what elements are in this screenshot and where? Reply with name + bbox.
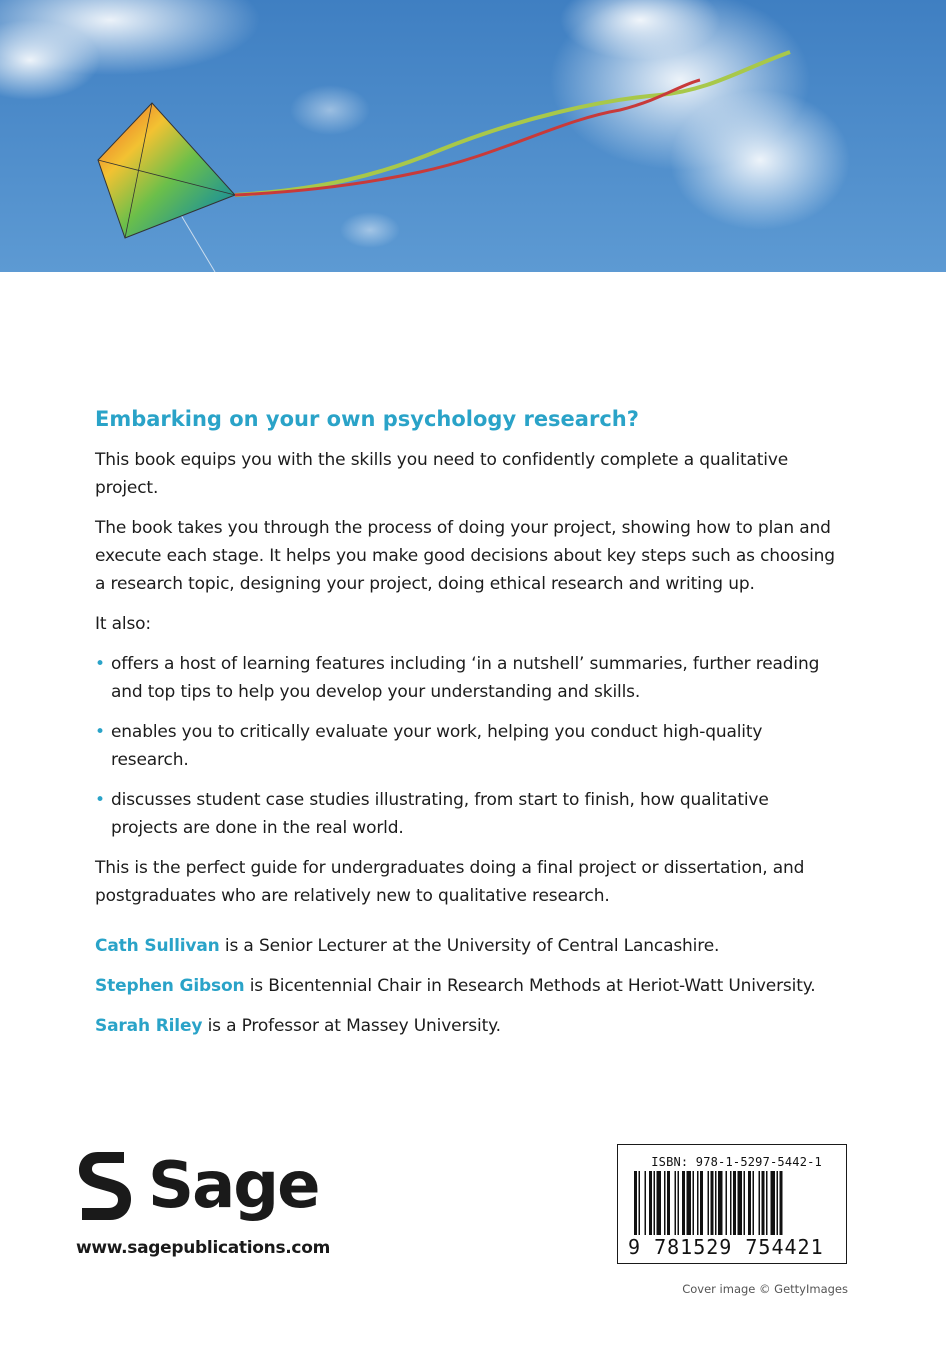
kite-photo <box>0 0 946 272</box>
barcode-bar <box>762 1171 765 1235</box>
barcode-bar <box>675 1171 677 1235</box>
isbn-barcode <box>617 1144 847 1264</box>
author-bio <box>95 1012 835 1040</box>
barcode-bar <box>649 1171 652 1235</box>
bullet-icon: • <box>95 790 105 810</box>
cover-image-credit: Cover image © GettyImages <box>682 1282 848 1296</box>
barcode-bar <box>678 1171 680 1235</box>
list-item-text: enables you to critically evaluate your work, helping you conduct high-quality research. <box>111 722 763 770</box>
bullet-icon: • <box>95 722 105 742</box>
barcode-bar <box>715 1171 717 1235</box>
barcode-bar <box>780 1171 783 1235</box>
list-item <box>95 718 835 774</box>
author-name: Sarah Riley <box>95 1016 203 1036</box>
barcode-bar <box>753 1171 755 1235</box>
blurb-heading: Embarking on your own psychology research? <box>95 407 639 431</box>
author-description: is a Senior Lecturer at the University of Central Lancashire. <box>219 936 720 956</box>
barcode-bar <box>687 1171 692 1235</box>
barcode-bar <box>634 1171 637 1235</box>
barcode-bar <box>697 1171 699 1235</box>
barcode-bar <box>664 1171 666 1235</box>
cover-image <box>0 0 946 272</box>
barcode-bar <box>771 1171 776 1235</box>
author-description: is Bicentennial Chair in Research Methods at Heriot-Watt University. <box>244 976 816 996</box>
list-item <box>95 650 835 706</box>
barcode-bar <box>738 1171 743 1235</box>
list-item <box>95 786 835 842</box>
description <box>95 404 835 1052</box>
author-bio <box>95 972 835 1000</box>
barcode-bar <box>667 1171 670 1235</box>
barcode-bar <box>700 1171 703 1235</box>
publisher-logo <box>76 1148 330 1258</box>
closing-paragraph: This is the perfect guide for undergraduates doing a final project or dissertation, and postgraduates who are relatively new to qualitative research. <box>95 858 805 906</box>
author-bio <box>95 932 835 960</box>
barcode-bar <box>708 1171 710 1235</box>
barcode-bar <box>744 1171 746 1235</box>
barcode-bar <box>682 1171 685 1235</box>
barcode-bar <box>711 1171 714 1235</box>
barcode-bar <box>718 1171 723 1235</box>
author-description: is a Professor at Massey University. <box>202 1016 501 1036</box>
list-item-text: offers a host of learning features including ‘in a nutshell’ summaries, further reading and top tips to help you develop your understanding and skills. <box>111 654 820 702</box>
isbn-label: ISBN: 978-1-5297-5442-1 <box>651 1155 822 1169</box>
barcode-bar <box>639 1171 641 1235</box>
barcode-bar <box>748 1171 751 1235</box>
publisher-name: Sage <box>148 1149 319 1223</box>
sage-s-mark-icon <box>76 1148 134 1224</box>
barcode-bar <box>730 1171 732 1235</box>
barcode-bar <box>654 1171 656 1235</box>
author-bios <box>95 932 835 1040</box>
author-name: Cath Sullivan <box>95 936 220 956</box>
barcode-bar <box>733 1171 736 1235</box>
publisher-website: www.sagepublications.com <box>76 1238 331 1258</box>
author-name: Stephen Gibson <box>95 976 245 996</box>
barcode-digits: 9 781529 754421 <box>628 1235 824 1259</box>
barcode-bar <box>726 1171 728 1235</box>
feature-list <box>95 650 835 842</box>
body-paragraph: The book takes you through the process of doing your project, showing how to plan and execute each stage. It helps you make good decisions about key steps such as choosing a research topic, designing your project, doing ethical research and writing up. <box>95 518 835 594</box>
lead-in: It also: <box>95 614 152 634</box>
barcode-bar <box>693 1171 695 1235</box>
intro-paragraph: This book equips you with the skills you need to confidently complete a qualitative project. <box>95 450 789 498</box>
list-item-text: discusses student case studies illustrating, from start to finish, how qualitative projects are done in the real world. <box>111 790 769 838</box>
barcode-bar <box>645 1171 647 1235</box>
bullet-icon: • <box>95 654 105 674</box>
barcode-bar <box>657 1171 662 1235</box>
barcode-bar <box>777 1171 779 1235</box>
barcode-bar <box>759 1171 761 1235</box>
barcode-bars <box>628 1171 834 1235</box>
barcode-bar <box>766 1171 768 1235</box>
